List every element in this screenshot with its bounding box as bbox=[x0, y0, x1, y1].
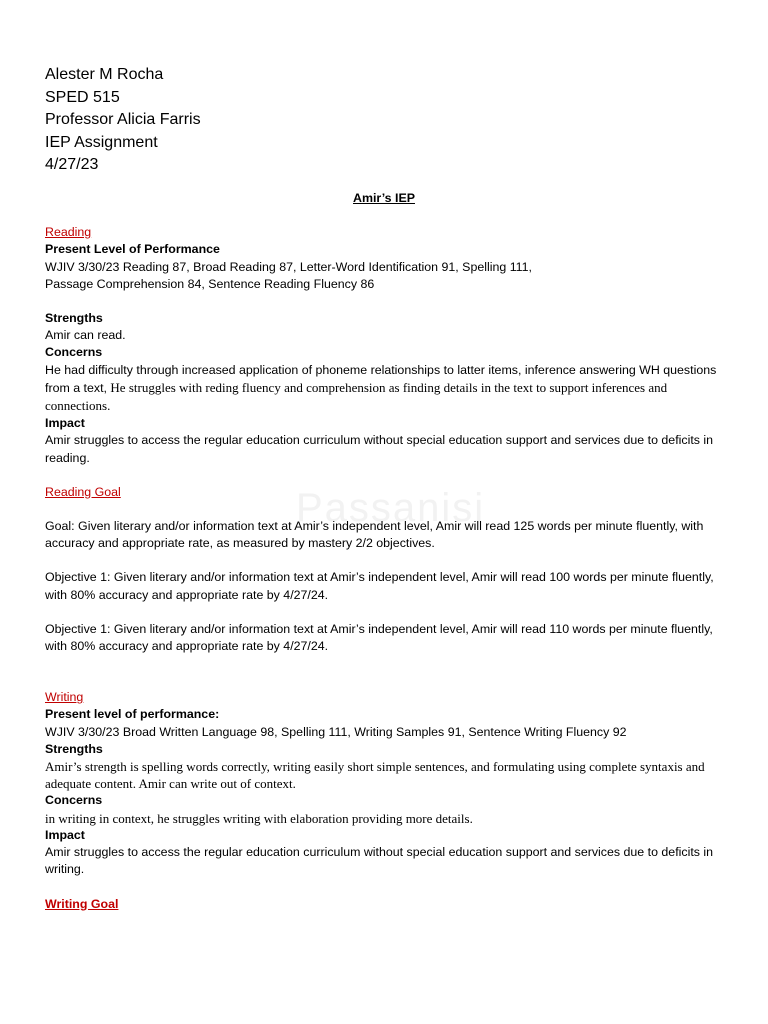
assignment-date: 4/27/23 bbox=[45, 156, 99, 173]
writing-concerns-label: Concerns bbox=[45, 793, 103, 808]
reading-impact-label: Impact bbox=[45, 416, 85, 431]
student-name: Alester M Rocha bbox=[45, 66, 164, 83]
reading-concerns-sans: He had difficulty through increased application of phoneme relationships to latter items, inference answering WH questions from a text, bbox=[45, 362, 717, 395]
reading-plop-label: Present Level of Performance bbox=[45, 242, 220, 257]
document-title: Amir’s IEP bbox=[353, 191, 415, 205]
writing-impact-label: Impact bbox=[45, 827, 85, 842]
reading-heading: Reading bbox=[45, 225, 92, 240]
writing-concerns-text: in writing in context, he struggles writing with elaboration providing more details. bbox=[45, 810, 473, 826]
writing-goal-heading: Writing Goal bbox=[45, 896, 119, 911]
reading-strengths-label: Strengths bbox=[45, 311, 103, 326]
reading-strengths-text: Amir can read. bbox=[45, 328, 126, 343]
reading-objective-1: Objective 1: Given literary and/or information text at Amir’s independent level, Amir will read 100 words per minute fluently, with 80% accuracy and appropriate rate by 4/27/24. bbox=[45, 570, 714, 602]
writing-plop-text: WJIV 3/30/23 Broad Written Language 98, Spelling 111, Writing Samples 91, Sentence Writing Fluency 92 bbox=[45, 724, 627, 739]
professor-name: Professor Alicia Farris bbox=[45, 111, 201, 128]
writing-impact-text: Amir struggles to access the regular education curriculum without special education support and services due to deficits in writing. bbox=[45, 845, 714, 877]
writing-strengths-text: Amir’s strength is spelling words correctly, writing easily short simple sentences, and formulating using complete syntaxis and adequate content. Amir can write out of context. bbox=[45, 759, 705, 792]
reading-objective-2: Objective 1: Given literary and/or information text at Amir’s independent level, Amir will read 110 words per minute fluently, with 80% accuracy and appropriate rate by 4/27/24. bbox=[45, 621, 713, 654]
reading-concerns-text bbox=[45, 362, 725, 416]
document-body bbox=[45, 190, 725, 913]
writing-heading: Writing bbox=[45, 690, 84, 705]
reading-impact-text: Amir struggles to access the regular education curriculum without special education support and services due to deficits in reading. bbox=[45, 433, 714, 465]
reading-concerns-label: Concerns bbox=[45, 345, 103, 360]
reading-goal-text: Goal: Given literary and/or information text at Amir’s independent level, Amir will read 125 words per minute fluently, with accuracy and appropriate rate, as measured by mastery 2/2 objectives. bbox=[45, 519, 704, 551]
assignment-name: IEP Assignment bbox=[45, 133, 158, 151]
reading-plop-line2: Passage Comprehension 84, Sentence Reading Fluency 86 bbox=[45, 276, 375, 291]
student-header bbox=[45, 64, 201, 177]
writing-plop-label: Present level of performance: bbox=[45, 707, 220, 722]
course-code: SPED 515 bbox=[45, 88, 120, 106]
reading-concerns-serif: He struggles with reding fluency and comprehension as finding details in the text to support inferences and connections. bbox=[45, 379, 668, 414]
watermark: Passanisi bbox=[296, 486, 486, 530]
writing-strengths-label: Strengths bbox=[45, 741, 103, 756]
reading-goal-heading: Reading Goal bbox=[45, 484, 121, 499]
reading-plop-line1: WJIV 3/30/23 Reading 87, Broad Reading 87, Letter-Word Identification 91, Spelling 111, bbox=[45, 259, 532, 274]
